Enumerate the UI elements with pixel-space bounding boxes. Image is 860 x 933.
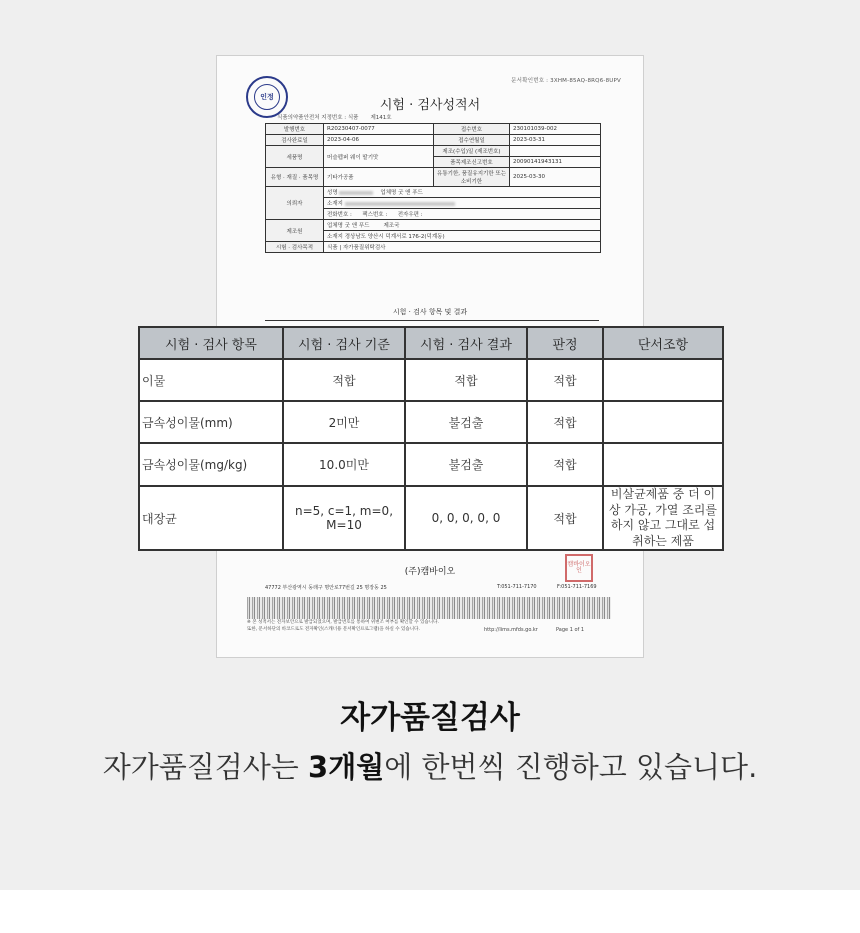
table-row: 금속성이물(mm) 2미만 불검출 적합 [139,401,723,443]
table-row: 대장균 n=5, c=1, m=0, M=10 0, 0, 0, 0, 0 적합 비살균제품 중 더 이상 가공, 가열 조리를 하지 않고 그대로 섭취하는 제품 [139,486,723,550]
company-stamp-icon: 캠바이오 인 [565,554,593,582]
col-result: 시험 · 검사 결과 [405,327,527,359]
section-subtitle: 자가품질검사는 3개월에 한번씩 진행하고 있습니다. [102,750,758,784]
section-title: 자가품질검사 [340,700,520,736]
col-judgement: 판정 [527,327,603,359]
col-standard: 시험 · 검사 기준 [283,327,405,359]
results-heading: 시험 · 검사 항목 및 결과 [392,308,468,316]
seal-text: 인정 [254,84,280,110]
redacted-name [339,191,373,195]
lab-address: 47772 부산광역시 동래구 명안로77번길 25 명장동 25 [265,585,387,591]
col-note: 단서조항 [603,327,723,359]
info-table: 발행번호 R20230407-0077 접수번호 230101039-002 검사완료일 2023-04-06 접수연월일 2023-03-31 세품명 머슬펩퍼 웨이 딸기맛 제조(수입)일 (제조번호) 품목제조신고번호 20090141943131 유형 · 재질 · 품목명 기타가공품 유통기한, 품질유지기한 또는 소비기한 2025-03-30 의뢰자 성명 업체명 굿 앤 푸드 소재지 전화번호 : 팩스번호 : 전자우편 : 제조원 업체명 굿 앤 푸드 제조국 소재지 경상남도 양산시 덕계서로 176-2(덕계동) 시험 · 검사목적 식품 | 자가품질위탁검사 [265,123,601,253]
divider [265,320,599,321]
redacted-address [345,202,455,206]
lab-company-name: (주)캠바이오 [404,567,456,577]
results-header-row [139,327,723,359]
table-row: 금속성이물(mg/kg) 10.0미만 불검출 적합 [139,443,723,486]
col-item: 시험 · 검사 항목 [139,327,283,359]
lab-tel: T:051-711-7170 [497,584,537,590]
lab-fax: F:051-711-7169 [557,584,597,590]
table-row: 이물 적합 적합 적합 [139,359,723,401]
verify-url: http://lims.mfds.go.kr [484,627,538,633]
page-number: Page 1 of 1 [556,627,585,633]
document-title: 시험 · 검사성적서 [379,98,481,113]
confirm-number: 문서확인번호 : 3XHM-85AQ-8RQ6-8UPV [511,78,621,84]
barcode-icon [247,597,611,619]
institution-line: 식품의약품안전처 지정번호 : 식품 제141호 [277,115,392,121]
results-table [138,326,724,551]
footer-note: ※ 본 성적서는 전자보안으로 발급되었으며, 발급번호를 통하여 위변조 여부를 확인할 수 있습니다. 또한, 문서하단의 바코드로도 전자확인(스캐너용 문서확인프로그램)을 하실 수 있습니다. [247,620,439,632]
